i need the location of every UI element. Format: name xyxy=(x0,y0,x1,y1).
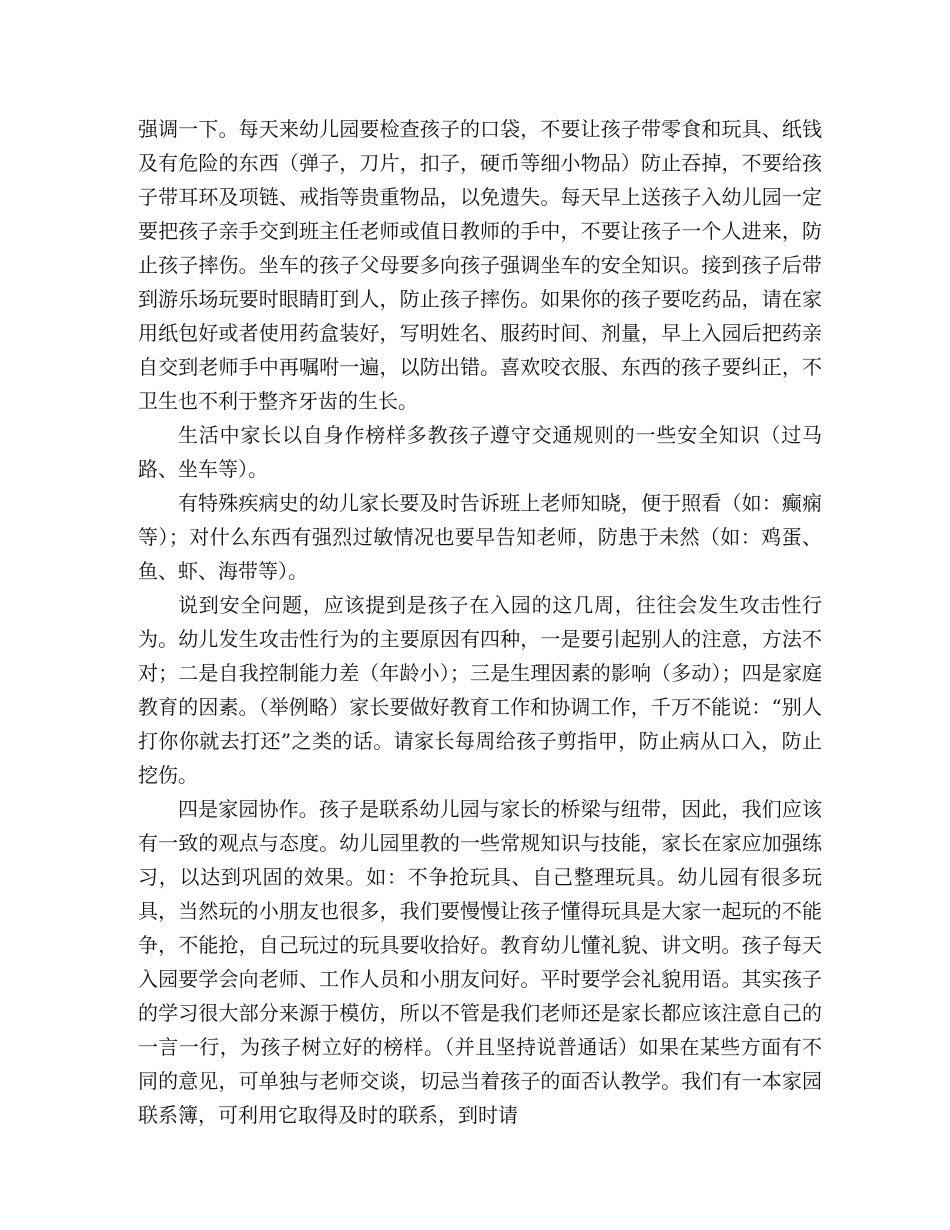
paragraph-home-school-cooperation: 四是家园协作。孩子是联系幼儿园与家长的桥梁与纽带，因此，我们应该有一致的观点与态度。幼儿园里教的一些常规知识与技能，家长在家应加强练习，以达到巩固的效果。如：不争抢玩具、自己整理玩具。幼儿园有很多玩具，当然玩的小朋友也很多，我们要慢慢让孩子懂得玩具是大家一起玩的不能争，不能抢，自己玩过的玩具要收拾好。教育幼儿懂礼貌、讲文明。孩子每天入园要学会向老师、工作人员和小朋友问好。平时要学会礼貌用语。其实孩子的学习很大部分来源于模仿，所以不管是我们老师还是家长都应该注意自己的一言一行，为孩子树立好的榜样。（并且坚持说普通话）如果在某些方面有不同的意见，可单独与老师交谈，切忌当着孩子的面否认教学。我们有一本家园联系簿，可利用它取得及时的联系，到时请 xyxy=(138,797,822,1127)
document-body xyxy=(138,112,822,1132)
paragraph-medical-history: 有特殊疾病史的幼儿家长要及时告诉班上老师知晓，便于照看（如：癫痫等）；对什么东西有强烈过敏情况也要早告知老师，防患于未然（如：鸡蛋、鱼、虾、海带等）。 xyxy=(138,491,822,583)
paragraph-continuation: 强调一下。每天来幼儿园要检查孩子的口袋，不要让孩子带零食和玩具、纸钱及有危险的东西（弹子，刀片，扣子，硬币等细小物品）防止吞掉，不要给孩子带耳环及项链、戒指等贵重物品，以免遗失。每天早上送孩子入幼儿园一定要把孩子亲手交到班主任老师或值日教师的手中，不要让孩子一个人进来，防止孩子摔伤。坐车的孩子父母要多向孩子强调坐车的安全知识。接到孩子后带到游乐场玩要时眼睛盯到人，防止孩子摔伤。如果你的孩子要吃药品，请在家用纸包好或者使用药盒装好，写明姓名、服药时间、剂量，早上入园后把药亲自交到老师手中再嘱咐一遍，以防出错。喜欢咬衣服、东西的孩子要纠正，不卫生也不利于整齐牙齿的生长。 xyxy=(138,117,822,413)
paragraph-aggressive-behavior: 说到安全问题，应该提到是孩子在入园的这几周，往往会发生攻击性行为。幼儿发生攻击性行为的主要原因有四种，一是要引起别人的注意，方法不对；二是自我控制能力差（年龄小）；三是生理因素的影响（多动）；四是家庭教育的因素。（举例略）家长要做好教育工作和协调工作，千万不能说：“别人打你你就去打还”之类的话。请家长每周给孩子剪指甲，防止病从口入，防止挖伤。 xyxy=(138,593,822,787)
paragraph-traffic-safety: 生活中家长以自身作榜样多教孩子遵守交通规则的一些安全知识（过马路、坐车等）。 xyxy=(138,423,822,481)
